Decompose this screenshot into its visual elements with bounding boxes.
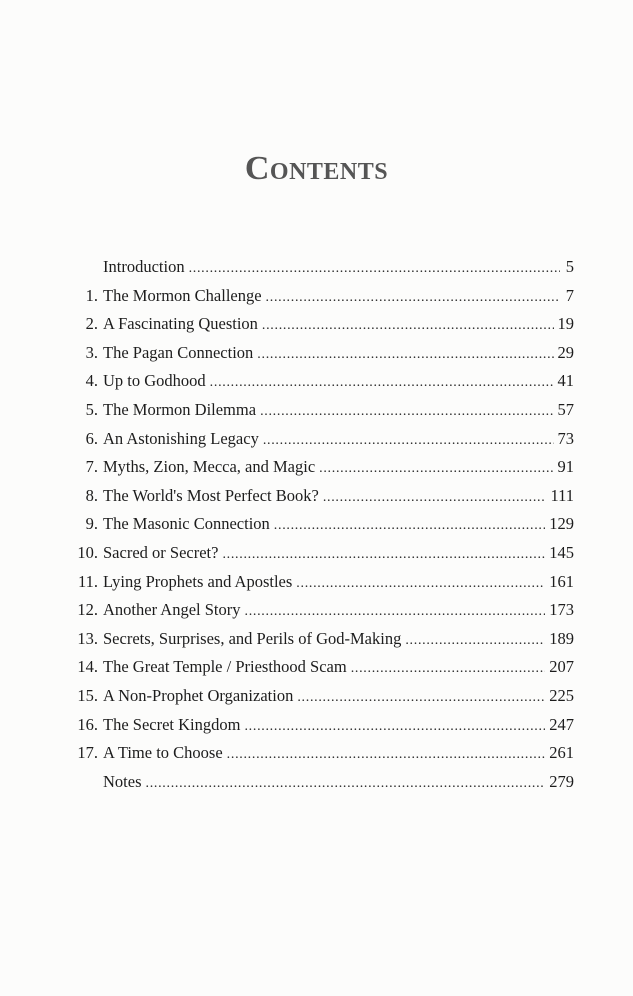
toc-entry-page-number: 111 — [550, 485, 574, 505]
toc-entry-title: The Mormon Challenge — [103, 285, 262, 305]
toc-entry-title: The Pagan Connection — [103, 342, 254, 362]
toc-entry-number: 8. — [85, 485, 98, 505]
toc-entry — [72, 253, 574, 282]
toc-dot-leader — [274, 512, 545, 541]
toc-entry-title: Myths, Zion, Mecca, and Magic — [103, 457, 316, 477]
toc-entry-number: 9. — [85, 514, 98, 534]
toc-entry-page-number: 7 — [565, 285, 574, 305]
toc-dot-leader — [351, 655, 546, 684]
toc-entry — [72, 310, 574, 339]
toc-entry-number: 5. — [85, 399, 98, 419]
toc-entry-number: 13. — [77, 628, 98, 648]
toc-entry — [72, 768, 574, 797]
toc-entry — [72, 510, 574, 539]
toc-dot-leader — [227, 741, 546, 770]
toc-dot-leader — [257, 341, 553, 370]
toc-entry-number: 16. — [77, 714, 98, 734]
toc-entry — [72, 425, 574, 454]
toc-dot-leader — [266, 284, 560, 313]
toc-dot-leader — [319, 455, 553, 484]
toc-entry — [72, 339, 574, 368]
toc-entry-title: A Non-Prophet Organization — [103, 685, 294, 705]
toc-entry-page-number: 189 — [549, 628, 574, 648]
toc-entry-number: 6. — [85, 428, 98, 448]
toc-entry-page-number: 161 — [549, 571, 574, 591]
toc-dot-leader — [189, 255, 560, 284]
toc-entry-title: The Masonic Connection — [103, 514, 270, 534]
toc-entry-page-number: 73 — [557, 428, 574, 448]
toc-entry-page-number: 247 — [549, 714, 574, 734]
toc-entry-number: 12. — [77, 600, 98, 620]
toc-entry-number: 17. — [77, 743, 98, 763]
toc-entry-number: 2. — [85, 314, 98, 334]
toc-entry-page-number: 225 — [549, 685, 574, 705]
toc-dot-leader — [262, 312, 554, 341]
toc-entry-page-number: 207 — [549, 657, 574, 677]
toc-entry-page-number: 173 — [549, 600, 574, 620]
toc-entry-page-number: 19 — [557, 314, 574, 334]
toc-dot-leader — [245, 598, 546, 627]
toc-entry-page-number: 129 — [549, 514, 574, 534]
toc-entry-title: Notes — [103, 771, 142, 791]
toc-dot-leader — [263, 427, 554, 456]
toc-entry-title: A Time to Choose — [103, 743, 223, 763]
toc-entry — [72, 568, 574, 597]
toc-entry-title: Sacred or Secret? — [103, 542, 219, 562]
toc-entry — [72, 596, 574, 625]
toc-entry-page-number: 41 — [557, 371, 574, 391]
toc-entry — [72, 396, 574, 425]
toc-entry-page-number: 261 — [549, 743, 574, 763]
toc-entry — [72, 539, 574, 568]
toc-entry-number: 7. — [85, 457, 98, 477]
toc-entry-title: Up to Godhood — [103, 371, 206, 391]
toc-entry — [72, 739, 574, 768]
toc-entry-number: 4. — [85, 371, 98, 391]
toc-entry — [72, 482, 574, 511]
toc-entry-page-number: 29 — [557, 342, 574, 362]
toc-entry-title: Another Angel Story — [103, 600, 241, 620]
toc-entry-number: 1. — [85, 285, 98, 305]
toc-dot-leader — [323, 484, 547, 513]
toc-dot-leader — [210, 369, 554, 398]
toc-entry-number: 15. — [77, 685, 98, 705]
toc-dot-leader — [297, 684, 545, 713]
toc-entry-page-number: 5 — [565, 257, 574, 276]
toc-entry-page-number: 279 — [549, 771, 574, 791]
toc-entry-number: 10. — [77, 542, 98, 562]
toc-entry-title: Lying Prophets and Apostles — [103, 571, 293, 591]
toc-entry — [72, 711, 574, 740]
toc-entry-title: Introduction — [103, 257, 185, 276]
toc-entry-title: Secrets, Surprises, and Perils of God-Making — [103, 628, 402, 648]
toc-entry-page-number: 57 — [557, 399, 574, 419]
toc-entry-number: 11. — [77, 571, 98, 591]
toc-dot-leader — [244, 713, 545, 742]
toc-entry-title: An Astonishing Legacy — [103, 428, 259, 448]
toc-entry-number: 14. — [77, 657, 98, 677]
toc-entry-title: The Secret Kingdom — [103, 714, 241, 734]
toc-entry-title: The Great Temple / Priesthood Scam — [103, 657, 347, 677]
toc-entry-page-number: 145 — [549, 542, 574, 562]
toc-dot-leader — [296, 570, 545, 599]
toc-entry — [72, 653, 574, 682]
toc-entry-title: A Fascinating Question — [103, 314, 258, 334]
toc-entry — [72, 625, 574, 654]
toc-entry-page-number: 91 — [557, 457, 574, 477]
toc-entry-title: The Mormon Dilemma — [103, 399, 257, 419]
toc-entry — [72, 367, 574, 396]
toc-dot-leader — [222, 541, 545, 570]
toc-entry — [72, 682, 574, 711]
toc-dot-leader — [260, 398, 553, 427]
toc-entry-number: 3. — [85, 342, 98, 362]
toc-entry — [72, 282, 574, 311]
table-of-contents — [72, 253, 574, 796]
toc-dot-leader — [405, 627, 545, 656]
toc-entry — [72, 453, 574, 482]
toc-dot-leader — [146, 770, 546, 799]
page-title: Contents — [244, 150, 389, 187]
toc-entry-title: The World's Most Perfect Book? — [103, 485, 319, 505]
